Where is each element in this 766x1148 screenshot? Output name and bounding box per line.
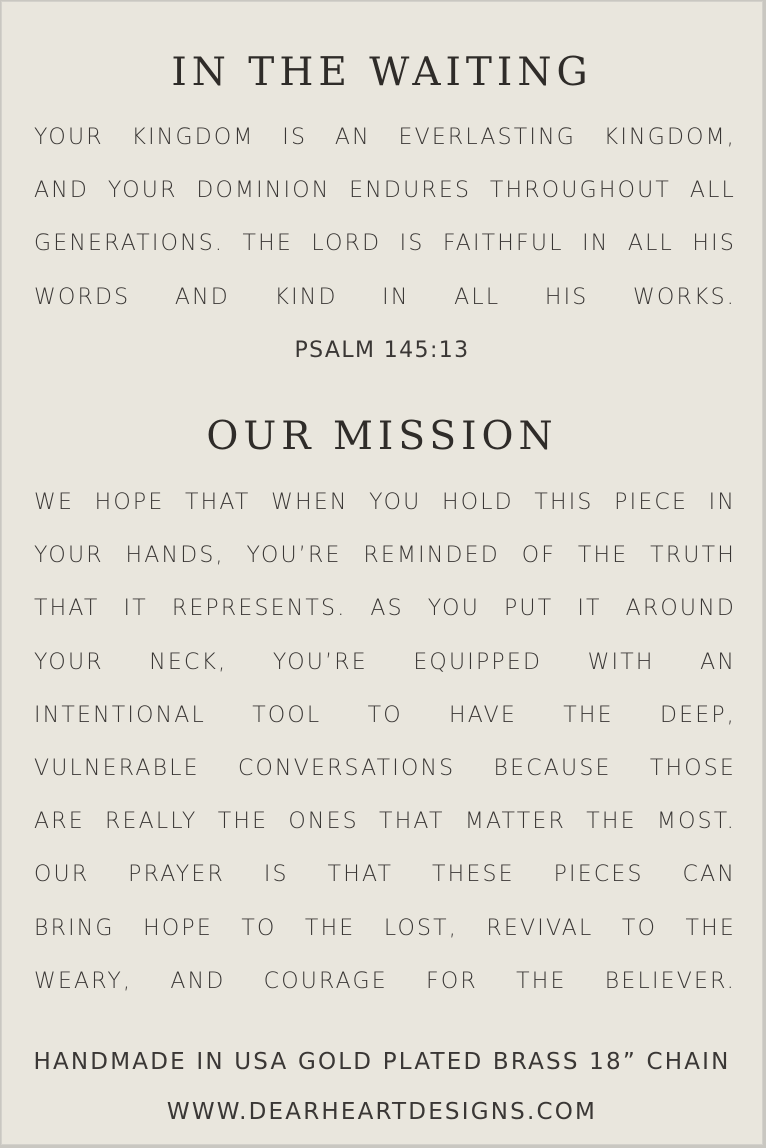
product-details: HANDMADE IN USA GOLD PLATED BRASS 18” CHAIN bbox=[33, 1049, 731, 1075]
scripture-line: GENERATIONS. THE LORD IS FAITHFUL IN ALL HIS bbox=[34, 231, 736, 257]
scripture-line: AND YOUR DOMINION ENDURES THROUGHOUT ALL bbox=[34, 178, 736, 204]
scripture-reference: PSALM 145:13 bbox=[294, 338, 470, 363]
mission-line: WEARY, AND COURAGE FOR THE BELIEVER. bbox=[34, 968, 736, 994]
section-heading-waiting: IN THE WAITING bbox=[171, 50, 593, 95]
mission-line: VULNERABLE CONVERSATIONS BECAUSE THOSE bbox=[34, 755, 736, 781]
mission-line: YOUR NECK, YOU’RE EQUIPPED WITH AN bbox=[34, 649, 736, 675]
product-card bbox=[1, 1, 763, 1145]
mission-line: YOUR HANDS, YOU’RE REMINDED OF THE TRUTH bbox=[34, 543, 736, 569]
mission-line: INTENTIONAL TOOL TO HAVE THE DEEP, bbox=[34, 702, 736, 728]
mission-line: BRING HOPE TO THE LOST, REVIVAL TO THE bbox=[34, 915, 736, 941]
mission-line: ARE REALLY THE ONES THAT MATTER THE MOST. bbox=[34, 809, 736, 835]
mission-line: WE HOPE THAT WHEN YOU HOLD THIS PIECE IN bbox=[34, 490, 736, 515]
scripture-line: WORDS AND KIND IN ALL HIS WORKS. bbox=[34, 284, 736, 310]
mission-line: THAT IT REPRESENTS. AS YOU PUT IT AROUND bbox=[34, 596, 736, 622]
mission-line: OUR PRAYER IS THAT THESE PIECES CAN bbox=[34, 862, 736, 888]
scripture-line: YOUR KINGDOM IS AN EVERLASTING KINGDOM, bbox=[34, 125, 736, 150]
section-heading-mission: OUR MISSION bbox=[206, 414, 558, 459]
mission-paragraph bbox=[34, 476, 736, 1008]
scripture-paragraph bbox=[34, 111, 736, 324]
website-url: WWW.DEARHEARTDESIGNS.COM bbox=[166, 1099, 598, 1125]
